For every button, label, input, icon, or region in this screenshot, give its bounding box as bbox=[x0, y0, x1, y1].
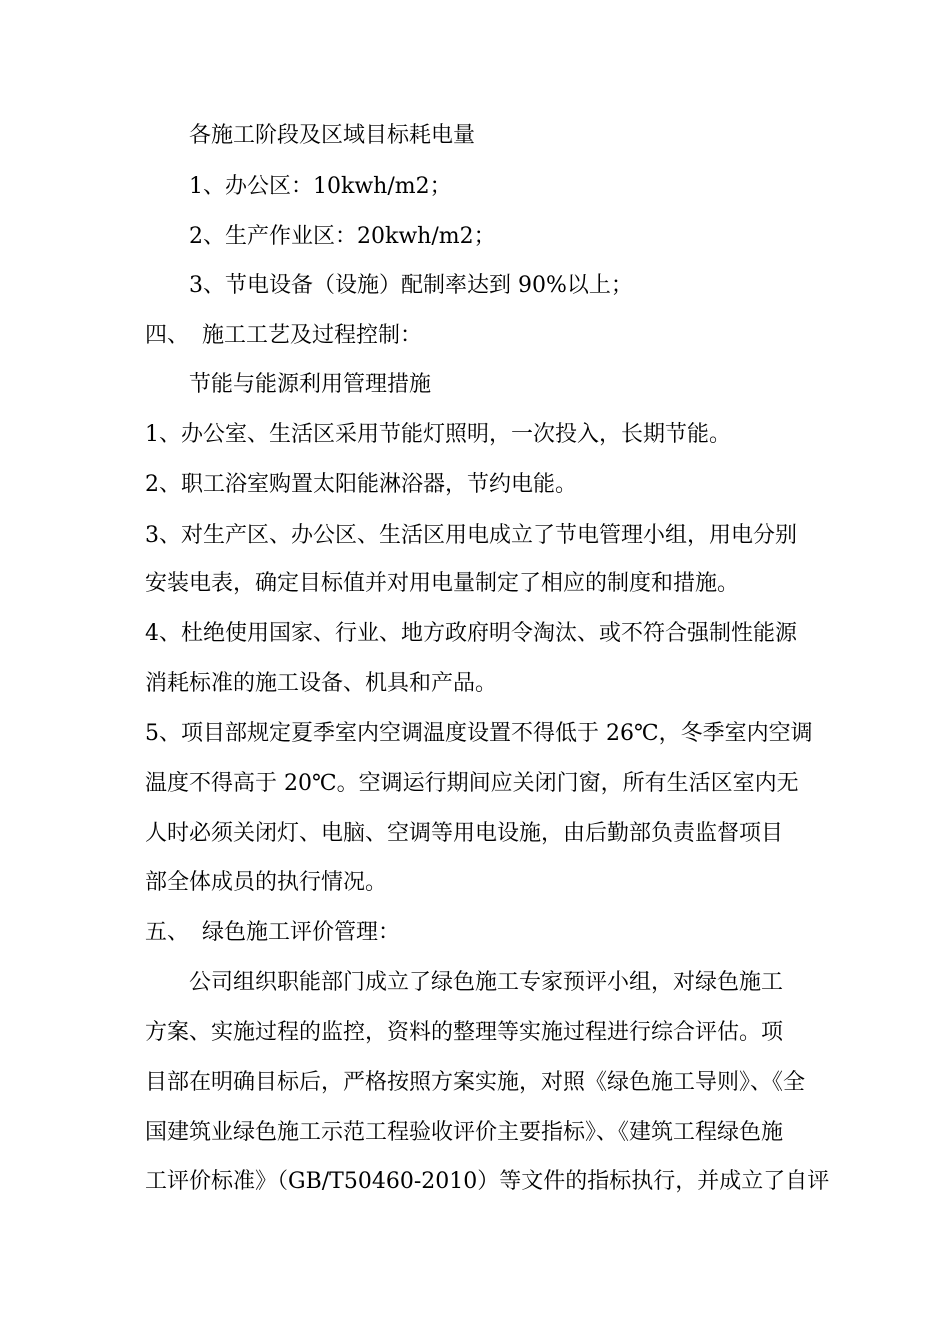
section-title: 施工工艺及过程控制： bbox=[202, 323, 423, 348]
section-heading-four bbox=[145, 321, 805, 351]
section-title: 绿色施工评价管理： bbox=[202, 920, 401, 945]
paragraph-line: 方案、实施过程的监控，资料的整理等实施过程进行综合评估。项 bbox=[145, 1020, 784, 1045]
paragraph-line: 目部在明确目标后，严格按照方案实施，对照《绿色施工导则》、《全 bbox=[145, 1070, 806, 1095]
paragraph-line: 温度不得高于 20℃。空调运行期间应关闭门窗，所有生活区室内无 bbox=[145, 771, 799, 796]
paragraph-line: 1、办公区：10kwh/m2； bbox=[189, 174, 452, 199]
paragraph-line: 安装电表，确定目标值并对用电量制定了相应的制度和措施。 bbox=[145, 571, 740, 596]
paragraph-line: 人时必须关闭灯、电脑、空调等用电设施，由后勤部负责监督项目 bbox=[145, 821, 784, 846]
paragraph-line: 节能与能源利用管理措施 bbox=[189, 372, 432, 397]
section-heading-five bbox=[145, 918, 805, 948]
section-number: 五、 bbox=[145, 920, 190, 945]
paragraph-line: 4、杜绝使用国家、行业、地方政府明令淘汰、或不符合强制性能源 bbox=[145, 621, 797, 646]
paragraph-line: 2、生产作业区：20kwh/m2； bbox=[189, 224, 496, 249]
paragraph-line: 各施工阶段及区域目标耗电量 bbox=[189, 123, 476, 148]
paragraph-line: 1、办公室、生活区采用节能灯照明，一次投入，长期节能。 bbox=[145, 422, 731, 447]
paragraph-line: 国建筑业绿色施工示范工程验收评价主要指标》、《建筑工程绿色施 bbox=[145, 1120, 784, 1145]
paragraph-line: 3、节电设备（设施）配制率达到 90%以上； bbox=[189, 273, 633, 298]
paragraph-line: 2、职工浴室购置太阳能淋浴器，节约电能。 bbox=[145, 472, 577, 497]
paragraph-line: 公司组织职能部门成立了绿色施工专家预评小组，对绿色施工 bbox=[189, 970, 784, 995]
paragraph-line: 5、项目部规定夏季室内空调温度设置不得低于 26℃，冬季室内空调 bbox=[145, 721, 813, 746]
section-number: 四、 bbox=[145, 323, 190, 348]
paragraph-line: 工评价标准》（GB/T50460-2010）等文件的指标执行，并成立了自评 bbox=[145, 1169, 830, 1194]
paragraph-line: 消耗标准的施工设备、机具和产品。 bbox=[145, 671, 498, 696]
paragraph-line: 部全体成员的执行情况。 bbox=[145, 870, 388, 895]
paragraph-line: 3、对生产区、办公区、生活区用电成立了节电管理小组，用电分别 bbox=[145, 523, 797, 548]
